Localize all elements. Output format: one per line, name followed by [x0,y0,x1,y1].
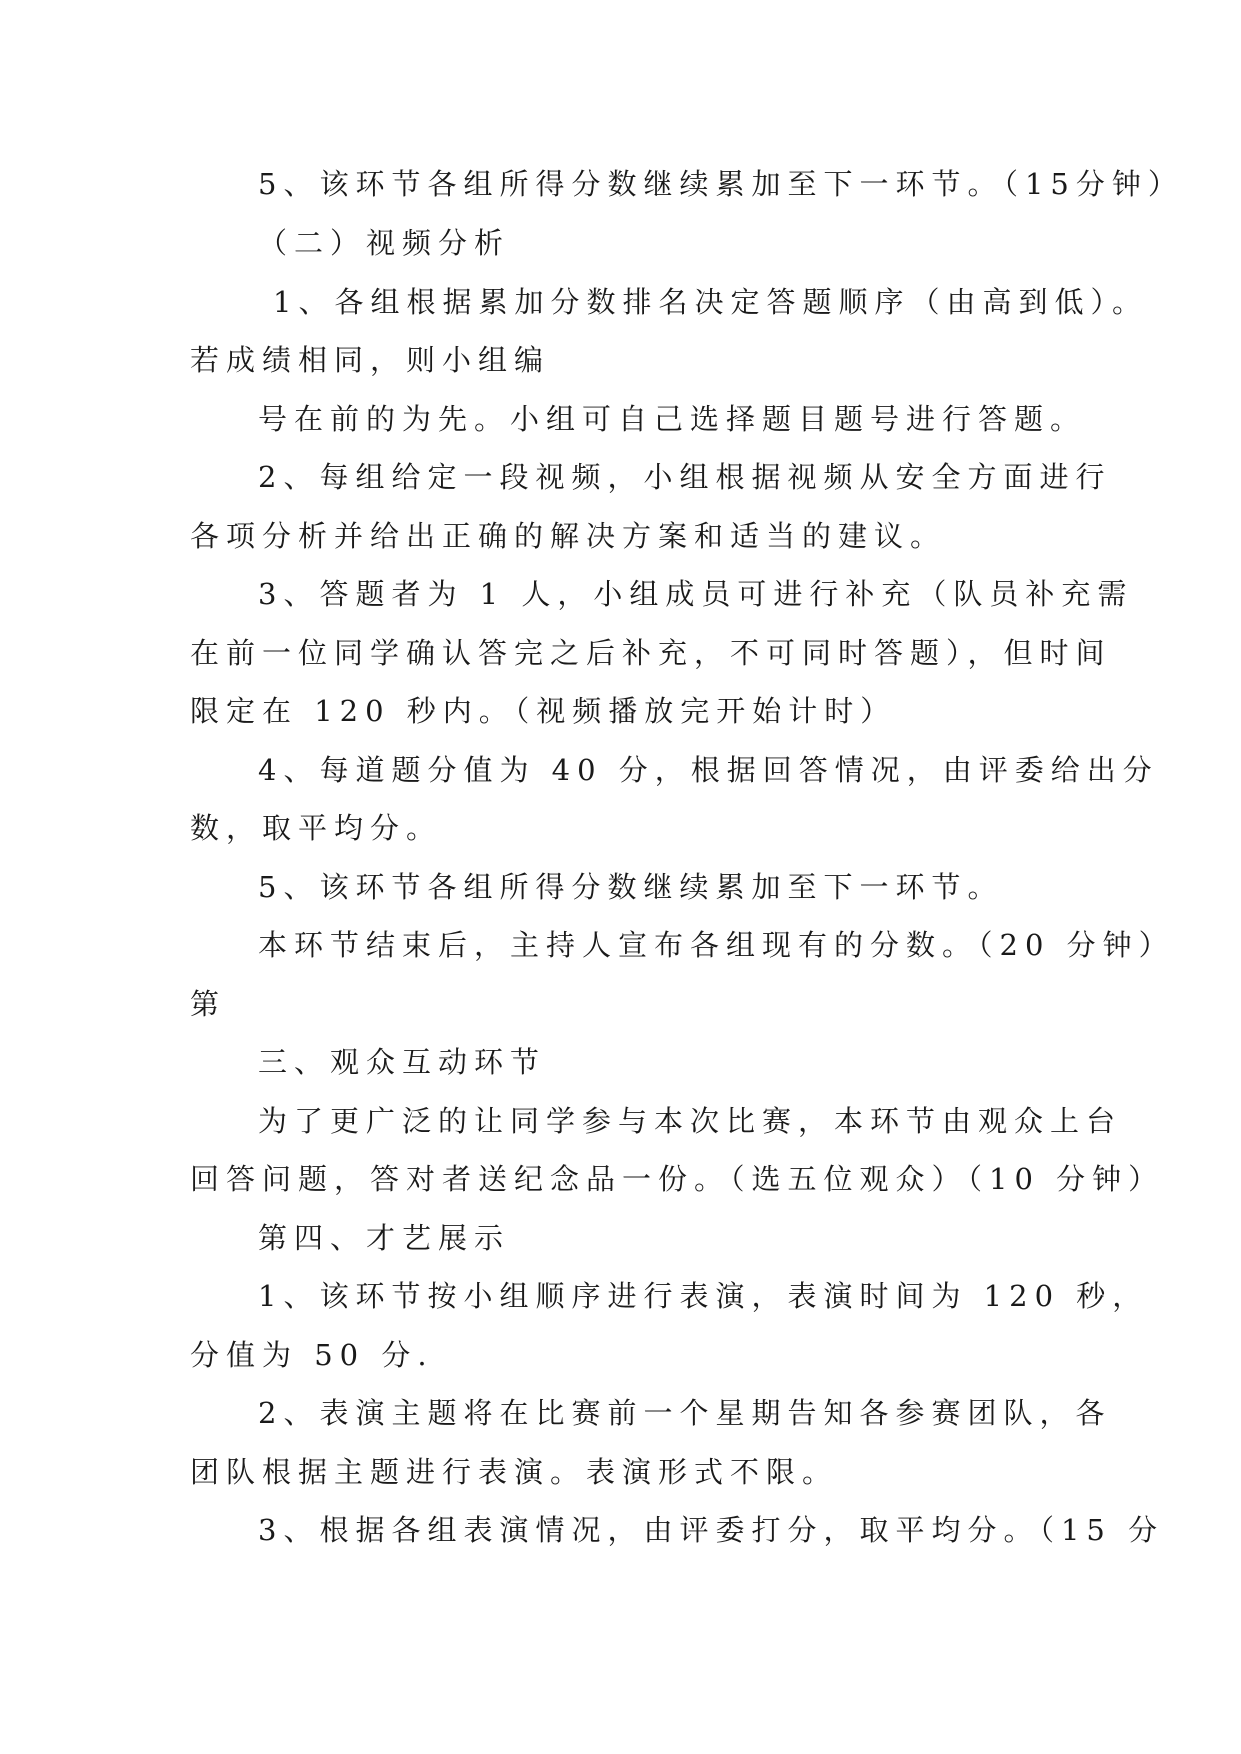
paragraph-line: 2、每组给定一段视频，小组根据视频从安全方面进行 [258,460,1112,494]
paragraph-line: 为了更广泛的让同学参与本次比赛，本环节由观众上台 [258,1104,1123,1138]
paragraph-line: 若成绩相同，则小组编 [190,343,551,377]
paragraph-line: 团队根据主题进行表演。表演形式不限。 [190,1455,839,1489]
paragraph-line: 回答问题，答对者送纪念品一份。（选五位观众）（10 分钟） [190,1162,1165,1196]
paragraph-line: 1、该环节按小组顺序进行表演，表演时间为 120 秒， [258,1279,1149,1313]
paragraph-line: 数，取平均分。 [190,811,443,845]
paragraph-line: 分值为 50 分. [190,1338,434,1372]
paragraph-line: 4、每道题分值为 40 分，根据回答情况，由评委给出分 [258,753,1159,787]
paragraph-line: 5、该环节各组所得分数继续累加至下一环节。（15分钟） [258,167,1184,201]
paragraph-line: 1、各组根据累加分数排名决定答题顺序（由高到低）。 [273,285,1148,319]
paragraph-line: 3、答题者为 1 人，小组成员可进行补充（队员补充需 [258,577,1134,611]
paragraph-line: 第 [190,987,227,1021]
paragraph-line: 3、根据各组表演情况，由评委打分，取平均分。（15 分 [258,1513,1165,1547]
paragraph-line: 号在前的为先。小组可自己选择题目题号进行答题。 [258,402,1087,436]
paragraph-line: 5、该环节各组所得分数继续累加至下一环节。 [258,870,1004,904]
section-heading: （二）视频分析 [258,226,511,260]
section-heading: 三、观众互动环节 [258,1045,547,1079]
paragraph-line: 2、表演主题将在比赛前一个星期告知各参赛团队，各 [258,1396,1112,1430]
paragraph-line: 各项分析并给出正确的解决方案和适当的建议。 [190,519,947,553]
paragraph-line: 在前一位同学确认答完之后补充，不可同时答题），但时间 [190,636,1112,670]
paragraph-line: 限定在 120 秒内。（视频播放完开始计时） [190,694,897,728]
section-heading: 第四、才艺展示 [258,1221,511,1255]
paragraph-line: 本环节结束后，主持人宣布各组现有的分数。（20 分钟） [258,928,1175,962]
